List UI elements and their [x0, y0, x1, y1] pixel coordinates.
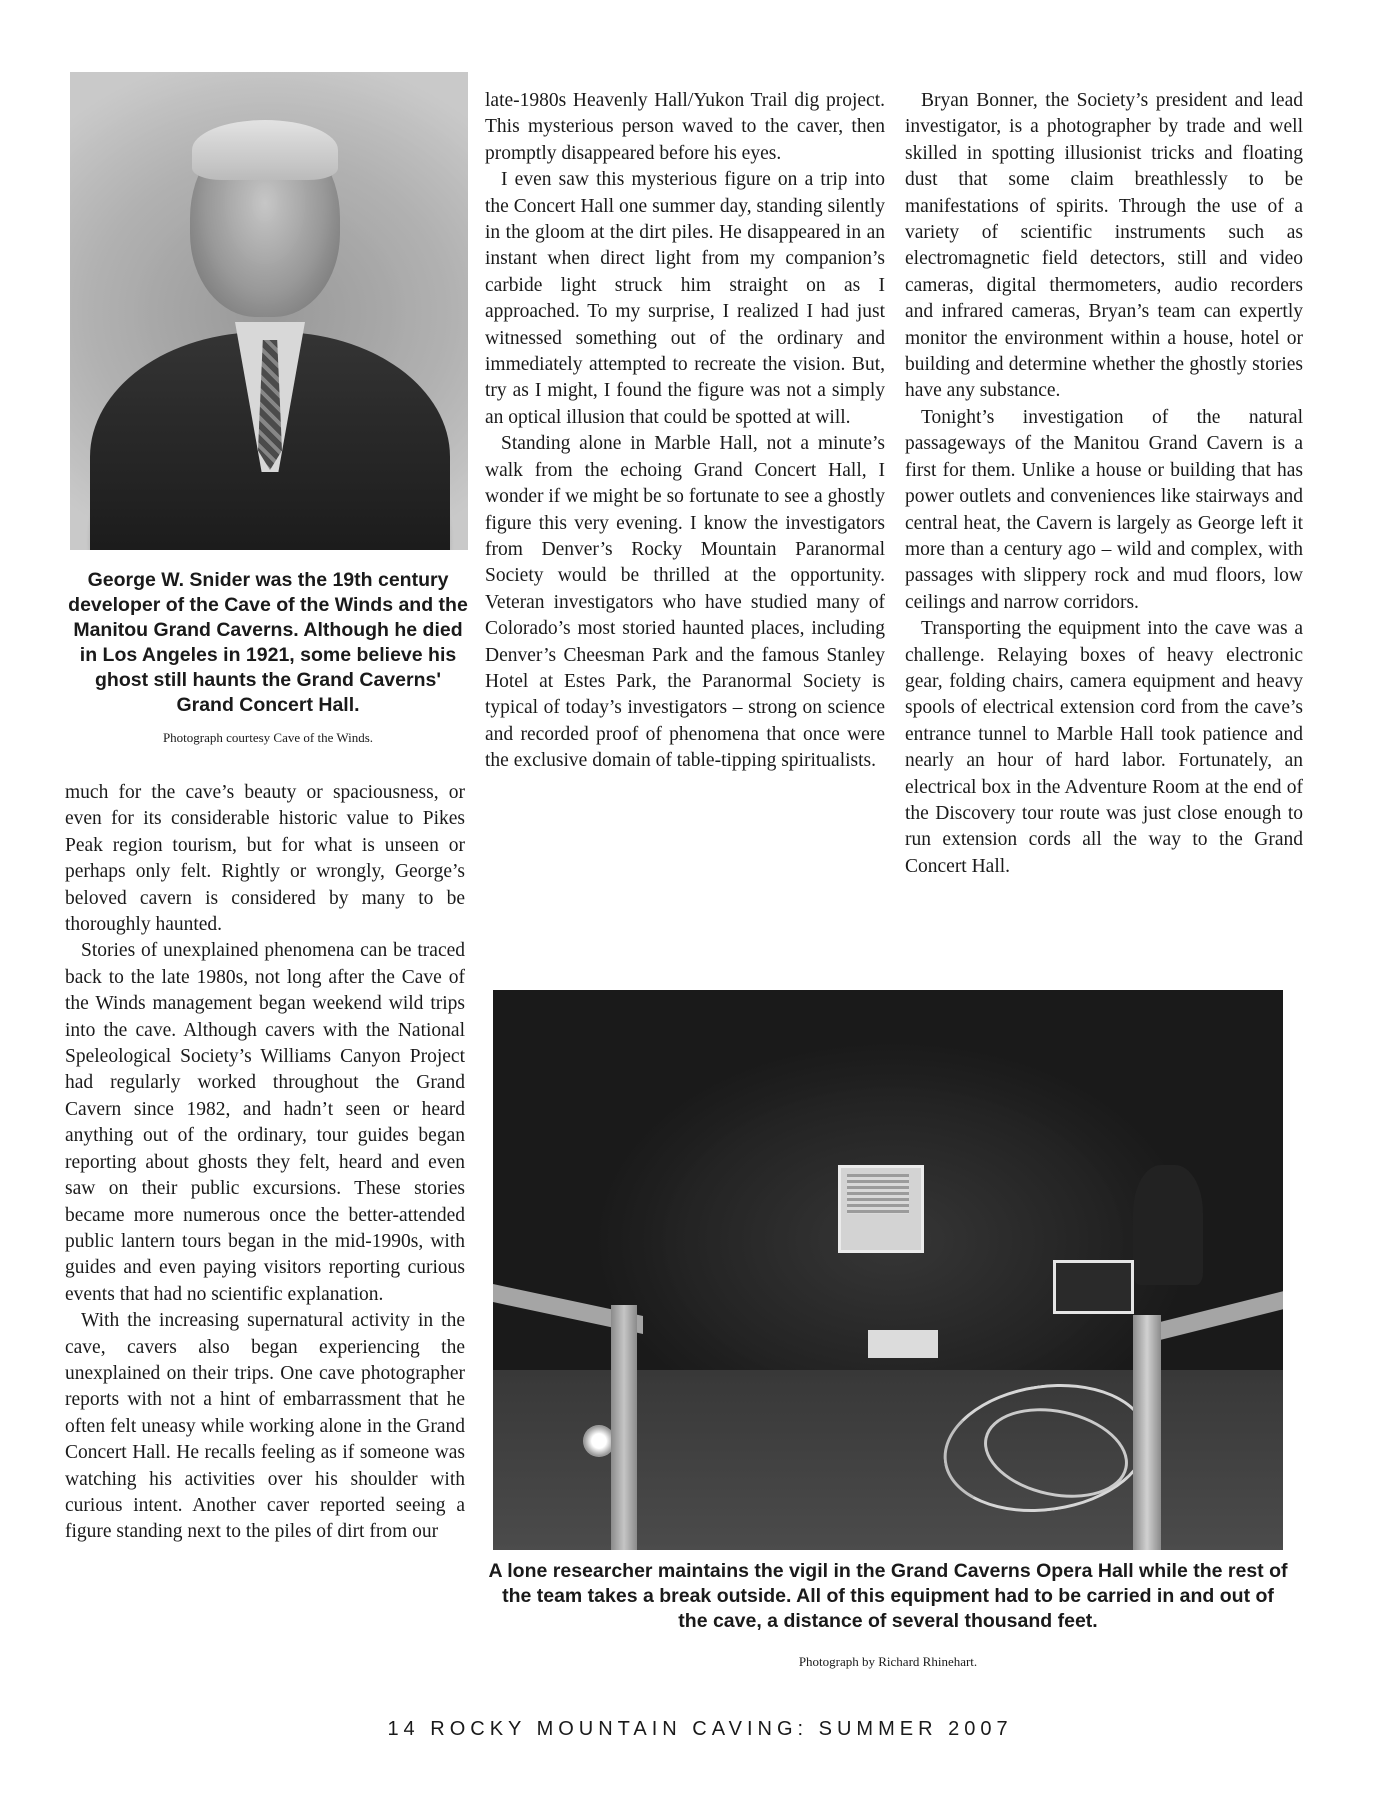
paragraph: Bryan Bonner, the Society’s president and lead investigator, is a photographer by trade and well skilled in spotting illusionist tricks and floating dust that some claim breathlessly to be manifestations of spirits. Through the use of a variety of scientific instruments such as electromagnetic field detectors, still and video cameras, digital thermometers, audio recorders and infrared cameras, Bryan’s team can expertly monitor the environment within a house, hotel or building and determine whether the ghostly stories have any substance.: [905, 90, 1303, 402]
paragraph: I even saw this mysterious figure on a trip into the Concert Hall one summer day, standing silently in the gloom at the dirt piles. He disappeared in an instant when direct light from my companion’s carbide light struck him straight on as I approached. To my surprise, I realized I had just witnessed something out of the ordinary and immediately attempted to recreate the vision. But, try as I might, I found the figure was not a simply an optical illusion that could be spotted at will.: [485, 169, 885, 428]
wooden-post-right: [1133, 1315, 1161, 1550]
article-column-right: [905, 88, 1303, 880]
cave-photo-credit: Photograph by Richard Rhinehart.: [798, 1654, 978, 1669]
portrait-caption: George W. Snider was the 19th century developer of the Cave of the Winds and the Manitou Grand Caverns. Although he died in Los Angeles in 1921, some believe his ghost still haunts the Grand Caverns' Grand Concert Hall.: [68, 569, 468, 716]
paragraph: Tonight’s investigation of the natural passageways of the Manitou Grand Cavern is a first for them. Unlike a house or building that has power outlets and conveniences like stairways and central heat, the Cavern is largely as George left it more than a century ago – wild and complex, with passages with slippery rock and mud floors, low ceilings and narrow corridors.: [905, 406, 1303, 613]
paragraph: Stories of unexplained phenomena can be traced back to the late 1980s, not long after the Cave of the Winds management began weekend wild trips into the cave. Although cavers with the National Speleological Society’s Williams Canyon Project had regularly worked throughout the Grand Cavern since 1982, and hadn’t seen or heard anything out of the ordinary, tour guides began reporting about ghosts they felt, heard and even saw on their public excursions. These stories became more numerous once the better-attended public lantern tours began in the mid-1990s, with guides and even paying visitors reporting curious events that had no scientific explanation.: [65, 940, 465, 1305]
equipment-box: [868, 1330, 938, 1358]
publication-name: ROCKY MOUNTAIN CAVING: [430, 1718, 798, 1740]
issue-label: SUMMER 2007: [818, 1718, 1013, 1740]
article-column-left: [65, 780, 465, 1546]
cave-equipment-photo: [493, 990, 1283, 1550]
monitor-equipment: [838, 1165, 924, 1253]
page-footer: [0, 1718, 1400, 1741]
page-number: 14: [387, 1718, 420, 1740]
portrait-hair: [192, 120, 338, 180]
wooden-post-left: [611, 1305, 637, 1550]
george-snider-portrait-photo: [70, 72, 468, 550]
paragraph: Transporting the equipment into the cave was a challenge. Relaying boxes of heavy electronic gear, folding chairs, camera equipment and heavy spools of electrical extension cord from the cave’s entrance tunnel to Marble Hall took patience and nearly an hour of hard labor. Fortunately, an electrical box in the Adventure Room at the end of the Discovery tour route was just close enough to run extension cords all the way to the Grand Concert Hall.: [905, 618, 1303, 877]
paragraph: late-1980s Heavenly Hall/Yukon Trail dig project. This mysterious person waved to the caver, then promptly disappeared before his eyes.: [485, 90, 885, 164]
cave-photo-caption: A lone researcher maintains the vigil in the Grand Caverns Opera Hall while the rest of the team takes a break outside. All of this equipment had to be carried in and out of the cave, a distance of several thousand feet.: [488, 1560, 1288, 1632]
paragraph: Standing alone in Marble Hall, not a minute’s walk from the echoing Grand Concert Hall, I wonder if we might be so fortunate to see a ghostly figure this very evening. I know the investigators from Denver’s Rocky Mountain Paranormal Society would be thrilled at the opportunity. Veteran investigators who have studied many of Colorado’s most storied haunted places, including Denver’s Cheesman Park and the famous Stanley Hotel at Estes Park, the Paranormal Society is typical of today’s investigators – strong on science and recorded proof of phenomena that once were the exclusive domain of table-tipping spiritualists.: [485, 433, 885, 772]
paragraph: With the increasing supernatural activity in the cave, cavers also began experiencing the unexplained on their trips. One cave photographer reports with not a hint of embarrassment that he often felt uneasy while working alone in the Grand Concert Hall. He recalls feeling as if someone was watching his activities over his shoulder with curious intent. Another caver reported seeing a figure standing next to the piles of dirt from our: [65, 1310, 465, 1543]
footer-colon: :: [797, 1718, 809, 1740]
portrait-credit: Photograph courtesy Cave of the Winds.: [162, 730, 374, 745]
article-column-middle: [485, 88, 885, 775]
paragraph: much for the cave’s beauty or spaciousness, or even for its considerable historic value to Pikes Peak region tourism, but for what is unseen or perhaps only felt. Rightly or wrongly, George’s beloved cavern is considered by many to be thoroughly haunted.: [65, 782, 465, 936]
folding-chair: [1133, 1165, 1203, 1285]
laptop-equipment: [1053, 1260, 1134, 1314]
